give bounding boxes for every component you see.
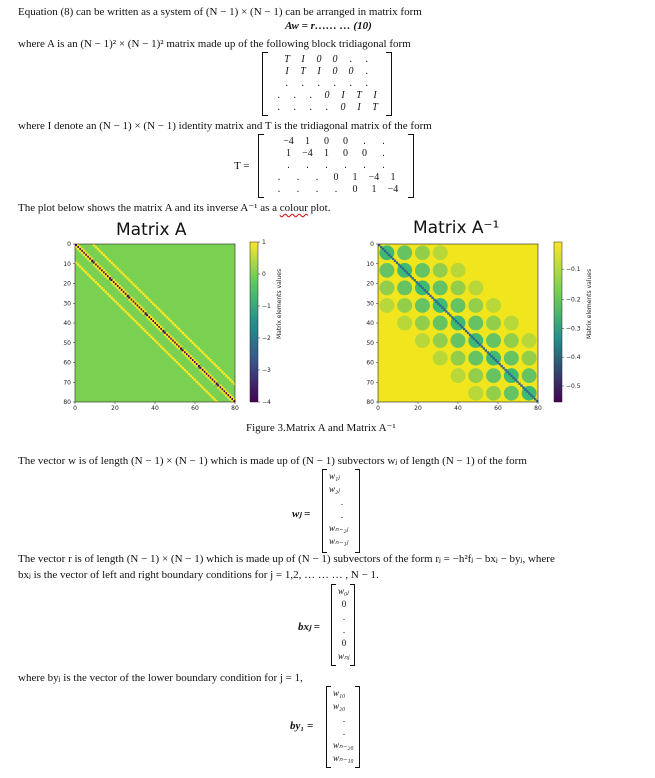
colorbar-label-ainv: Matrix elements values xyxy=(586,268,593,339)
matrix-row xyxy=(262,90,392,101)
matrix-cell: . xyxy=(365,66,369,77)
matrix-cell: 0 xyxy=(340,102,346,113)
heatmap-block xyxy=(415,263,430,278)
y-tick-label: 70 xyxy=(63,379,71,387)
heatmap-block xyxy=(433,245,448,260)
matrix-cell: . xyxy=(296,172,300,183)
matrix-row xyxy=(262,102,392,113)
heatmap-cell-offdiag xyxy=(160,330,162,332)
plot-title-a: Matrix A xyxy=(116,220,187,240)
heatmap-block xyxy=(451,351,466,366)
vector-entry: wₙ₋₁₀ xyxy=(333,753,354,763)
matrix-cell: . xyxy=(363,136,366,147)
colorbar-tick-label: −0.4 xyxy=(566,354,581,362)
matrix-cell: I xyxy=(317,66,321,77)
paragraph-identity: where I denote an (N − 1) × (N − 1) identity matrix and T is the tridiagonal matrix of the form xyxy=(18,120,432,132)
heatmap-block xyxy=(486,298,501,313)
matrix-cell: 0 xyxy=(316,54,322,65)
y-tick-label: 40 xyxy=(63,320,71,327)
heatmap-block xyxy=(415,245,430,260)
x-tick-label: 40 xyxy=(454,405,462,412)
matrix-cell: 1 xyxy=(305,136,310,147)
vector-entry: wₙⱼ xyxy=(338,651,350,661)
x-tick-label: 0 xyxy=(73,405,77,412)
colorbar-tick-label: 1 xyxy=(262,239,266,246)
y-tick-label: 0 xyxy=(370,241,374,248)
heatmap-block xyxy=(468,351,483,366)
vector-entry: w₂ⱼ xyxy=(329,484,340,494)
vector-entry: 0 xyxy=(341,599,347,609)
heatmap-block xyxy=(451,281,466,296)
matrix-cell: 1 xyxy=(324,148,329,159)
vector-entry: wₙ₋₁ⱼ xyxy=(329,536,349,546)
colorbar-tick-label: −0.1 xyxy=(566,266,581,274)
matrix-cell: . xyxy=(277,90,281,101)
x-tick-label: 80 xyxy=(231,405,239,412)
vector-entry: w₂₀ xyxy=(333,701,346,711)
y-tick-label: 50 xyxy=(63,339,71,347)
paragraph-bx: bxⱼ is the vector of left and right boundary conditions for j = 1,2, … … … , N − 1. xyxy=(18,569,379,581)
paragraph-plot-intro: The plot below shows the matrix A and its inverse A⁻¹ as a colour plot. xyxy=(18,202,331,214)
colorbar-tick-label: −0.2 xyxy=(566,296,581,304)
paragraph-vector-r: The vector r is of length (N − 1) × (N − 1) which is made up of (N − 1) subvectors of the form rⱼ = −h²fⱼ − bxⱼ − byⱼ, where xyxy=(18,553,555,565)
vec-bx-lhs: bxⱼ = xyxy=(298,621,320,633)
y-tick-label: 10 xyxy=(63,260,71,268)
heatmap-block xyxy=(504,386,519,401)
matrix-cell: . xyxy=(293,90,297,101)
matrix-cell: . xyxy=(301,78,305,89)
matrix-cell: . xyxy=(306,160,309,171)
heatmap-cell-offdiag xyxy=(213,382,215,384)
matrix-cell: 0 xyxy=(348,66,354,77)
matrix-cell: T xyxy=(372,102,378,113)
y-tick-label: 30 xyxy=(63,300,71,308)
heatmap-block xyxy=(522,351,537,366)
heatmap-block xyxy=(504,316,519,331)
figure-heatmaps xyxy=(0,218,655,418)
heatmap-block xyxy=(451,368,466,383)
matrix-cell: . xyxy=(309,102,313,113)
y-tick-label: 60 xyxy=(366,359,374,367)
matrix-cell: I xyxy=(301,54,305,65)
matrix-cell: . xyxy=(277,102,281,113)
heatmap-block xyxy=(433,351,448,366)
matrix-cell: . xyxy=(382,136,385,147)
matrix-cell: 0 xyxy=(352,184,358,195)
y-tick-label: 80 xyxy=(366,399,374,406)
heatmap-block xyxy=(397,281,412,296)
x-tick-label: 60 xyxy=(191,405,199,412)
matrix-row xyxy=(262,78,392,89)
colorbar-tick-label: −3 xyxy=(262,367,271,374)
matrix-a xyxy=(262,52,392,116)
colorbar xyxy=(554,242,562,402)
colorbar-tick-label: −1 xyxy=(262,303,271,310)
heatmap-cell-offdiag xyxy=(195,365,197,367)
x-tick-label: 60 xyxy=(494,405,502,412)
matrix-cell: . xyxy=(293,102,297,113)
vector-entry: w₁ⱼ xyxy=(329,471,340,481)
heatmap-block xyxy=(486,316,501,331)
colorbar-tick-label: 0 xyxy=(262,271,266,278)
matrix-cell: . xyxy=(315,184,319,195)
matrix-cell: 1 xyxy=(352,172,358,183)
x-tick-label: 40 xyxy=(151,405,159,412)
x-tick-label: 0 xyxy=(376,405,380,412)
matrix-cell: 1 xyxy=(286,148,291,159)
vector-entry: 0 xyxy=(341,638,347,648)
matrix-cell: . xyxy=(325,160,328,171)
matrix-cell: I xyxy=(341,90,345,101)
matrix-cell: . xyxy=(277,184,281,195)
vector-entry: w₁₀ xyxy=(333,688,346,698)
heatmap-block xyxy=(433,316,448,331)
y-tick-label: 30 xyxy=(366,300,374,308)
heatmap-cell-offdiag xyxy=(89,260,91,262)
matrix-cell: I xyxy=(357,102,361,113)
vector-entry: . xyxy=(340,510,344,520)
vector-w xyxy=(322,469,360,553)
y-tick-label: 40 xyxy=(366,320,374,327)
matrix-row xyxy=(258,160,414,171)
matrix-cell: 0 xyxy=(343,148,348,159)
matrix-cell: . xyxy=(365,78,369,89)
heatmap-block xyxy=(451,333,466,348)
vector-entry: . xyxy=(340,497,344,507)
matrix-cell: . xyxy=(296,184,300,195)
matrix-cell: 0 xyxy=(333,172,339,183)
heatmap-block xyxy=(397,316,412,331)
matrix-cell: . xyxy=(277,172,281,183)
heatmap-cell-offdiag xyxy=(124,295,126,297)
figure-caption: Figure 3.Matrix A and Matrix A⁻¹ xyxy=(246,422,396,434)
heatmap-block xyxy=(379,298,394,313)
heatmap-block xyxy=(468,368,483,383)
heatmap-block xyxy=(504,333,519,348)
y-tick-label: 0 xyxy=(67,241,71,248)
heatmap-block xyxy=(451,298,466,313)
colorbar-tick-label: −0.3 xyxy=(566,325,581,333)
heatmap-block xyxy=(504,351,519,366)
colorbar-tick-label: −4 xyxy=(262,399,271,406)
paragraph-matrix-a: where A is an (N − 1)² × (N − 1)² matrix made up of the following block tridiagonal form xyxy=(18,38,411,50)
x-tick-label: 80 xyxy=(534,405,542,412)
y-tick-label: 50 xyxy=(366,339,374,347)
heatmap-block xyxy=(468,316,483,331)
matrix-cell: . xyxy=(309,90,313,101)
matrix-cell: 0 xyxy=(332,54,338,65)
heatmap-block xyxy=(433,281,448,296)
matrix-cell: . xyxy=(325,102,329,113)
matrix-cell: −4 xyxy=(302,148,313,159)
y-tick-label: 10 xyxy=(366,260,374,268)
matrix-cell: . xyxy=(344,160,347,171)
matrix-cell: . xyxy=(382,160,385,171)
vec-w-lhs: wⱼ = xyxy=(292,508,311,520)
matrix-cell: 1 xyxy=(390,172,396,183)
vector-bx xyxy=(331,584,355,666)
matrix-row xyxy=(262,54,392,65)
paragraph-by: where byⱼ is the vector of the lower boundary condition for j = 1, xyxy=(18,672,303,684)
colorbar-tick-label: −2 xyxy=(262,335,271,342)
matrix-row xyxy=(258,184,414,195)
matrix-cell: . xyxy=(315,172,319,183)
heatmap-block xyxy=(415,333,430,348)
heatmap-block xyxy=(397,298,412,313)
heatmap-block xyxy=(379,281,394,296)
y-tick-label: 80 xyxy=(63,399,71,406)
y-tick-label: 60 xyxy=(63,359,71,367)
colorbar xyxy=(250,242,258,402)
vector-entry: w₀ⱼ xyxy=(338,586,349,596)
heatmap-block xyxy=(415,316,430,331)
heatmap-cell-offdiag xyxy=(107,277,109,279)
heatmap-block xyxy=(433,263,448,278)
vector-entry: wₙ₋₂ⱼ xyxy=(329,523,349,533)
heatmap-cell-offdiag xyxy=(142,312,144,314)
matrix-cell: T xyxy=(300,66,306,77)
matrix-t-lhs: T = xyxy=(234,160,250,172)
matrix-cell: . xyxy=(363,160,366,171)
matrix-cell: T xyxy=(284,54,290,65)
vector-entry: . xyxy=(342,625,346,635)
matrix-cell: . xyxy=(382,148,385,159)
matrix-cell: . xyxy=(317,78,321,89)
matrix-cell: −4 xyxy=(387,184,399,195)
matrix-cell: I xyxy=(373,90,377,101)
matrix-cell: −4 xyxy=(283,136,294,147)
matrix-cell: . xyxy=(285,78,289,89)
matrix-cell: . xyxy=(349,78,353,89)
heatmap-block xyxy=(468,298,483,313)
heatmap-cell-offdiag xyxy=(178,347,180,349)
paragraph-intro: Equation (8) can be written as a system of (N − 1) × (N − 1) can be arranged in matrix form xyxy=(18,6,422,18)
matrix-cell: . xyxy=(287,160,290,171)
heatmap-block xyxy=(468,386,483,401)
matrix-row xyxy=(262,66,392,77)
paragraph-vector-w: The vector w is of length (N − 1) × (N − 1) which is made up of (N − 1) subvectors wⱼ of length (N − 1) of the form xyxy=(18,455,527,467)
matrix-cell: . xyxy=(334,184,338,195)
heatmap-block xyxy=(379,263,394,278)
heatmap-block xyxy=(486,368,501,383)
heatmap-block xyxy=(486,386,501,401)
heatmap-block xyxy=(433,333,448,348)
matrix-cell: 0 xyxy=(332,66,338,77)
plot-title-ainv: Matrix A⁻¹ xyxy=(413,218,500,238)
vec-by-lhs: by₁ = xyxy=(290,720,314,732)
matrix-cell: 1 xyxy=(371,184,377,195)
matrix-cell: 0 xyxy=(362,148,367,159)
colorbar-label-a: Matrix elements values xyxy=(276,268,283,339)
vector-entry: . xyxy=(342,612,346,622)
vector-entry: wₙ₋₂₀ xyxy=(333,740,354,750)
heatmap-block xyxy=(522,333,537,348)
matrix-cell: 0 xyxy=(343,136,348,147)
matrix-cell: . xyxy=(349,54,353,65)
vector-entry: . xyxy=(342,727,346,737)
matrix-cell: 0 xyxy=(324,90,330,101)
matrix-cell: −4 xyxy=(368,172,380,183)
matrix-t xyxy=(258,134,414,198)
matrix-cell: 0 xyxy=(324,136,329,147)
x-tick-label: 20 xyxy=(414,405,422,412)
x-tick-label: 20 xyxy=(111,405,119,412)
heatmap-block xyxy=(415,298,430,313)
heatmap-block xyxy=(397,245,412,260)
equation-10: Aw = r…… … (10) xyxy=(285,20,372,32)
y-tick-label: 20 xyxy=(63,280,71,288)
vector-by xyxy=(326,686,360,768)
matrix-row xyxy=(258,136,414,147)
matrix-cell: T xyxy=(356,90,362,101)
matrix-cell: . xyxy=(333,78,337,89)
heatmap-block xyxy=(451,263,466,278)
heatmap-block xyxy=(468,281,483,296)
heatmap-block xyxy=(522,368,537,383)
colorbar-tick-label: −0.5 xyxy=(566,383,581,390)
vector-entry: . xyxy=(342,714,346,724)
matrix-cell: I xyxy=(285,66,289,77)
matrix-row xyxy=(258,172,414,183)
heatmap-block xyxy=(486,333,501,348)
y-tick-label: 20 xyxy=(366,280,374,288)
y-tick-label: 70 xyxy=(366,379,374,387)
matrix-row xyxy=(258,148,414,159)
matrix-cell: . xyxy=(365,54,369,65)
